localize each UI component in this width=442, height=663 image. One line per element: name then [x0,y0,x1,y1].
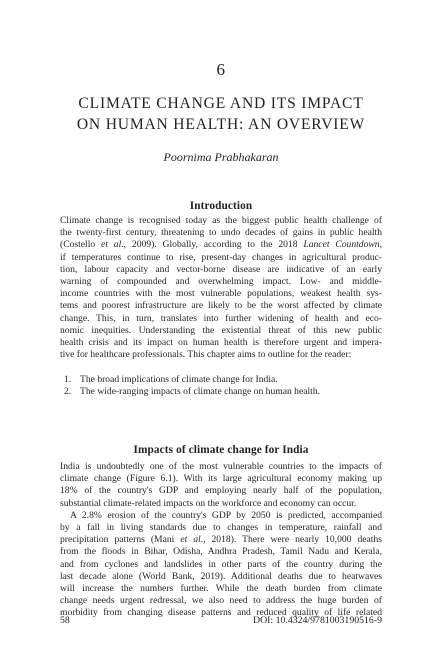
list-text: The wide-ranging impacts of climate change on human health. [80,386,321,398]
paragraph-line: climate change (Figure 6.1). With its large agricultural economy making up [60,473,382,485]
chapter-title-line-2: ON HUMAN HEALTH: AN OVERVIEW [76,116,366,133]
paragraph-line: the twenty-first century, threatening to undo decades of gains in public health [60,227,382,239]
paragraph-line: morbidity from changing disease patterns and reduced quality of life related [60,607,382,619]
paragraph-line: if temperatures continue to rise, present-day changes in agricultural produc- [60,251,382,263]
introduction-paragraph [60,215,382,361]
paragraph-line: and from cyclones and landslides in other parts of the country during the [60,558,382,570]
paragraph-line: change needs urgent redressal, we also need to address the huge burden of [60,595,382,607]
text-run: ., 2018). There were nearly 10,000 deaths [200,534,382,546]
text-run: precipitation patterns (Mani [60,534,181,546]
paragraph-line: last decade alone (World Bank, 2019). Additional deaths due to heatwaves [60,570,382,582]
text-run: , [379,239,382,251]
paragraph-line: income countries with the most vulnerable populations, weakest health sys- [60,288,382,300]
section-heading-introduction: Introduction [189,200,253,212]
list-item [60,374,382,386]
page-number: 58 [60,615,70,626]
doi-link[interactable]: DOI: 10.4324/9781003190516-9 [253,615,382,626]
paragraph-line: by a fall in living standards due to changes in temperature, rainfall and [60,521,382,533]
numbered-list [60,374,382,398]
paragraph-line: tems and poorest infrastructure are likely to be the worst affected by climate [60,300,382,312]
paragraph-line: health crisis and its impact on human health is therefore urgent and impera- [60,336,382,348]
paragraph-line: Climate change is recognised today as the biggest public health challenge of [60,215,382,226]
list-text: The broad implications of climate change for India. [80,374,278,385]
paragraph-line [60,239,382,251]
author-name: Poornima Prabhakaran [163,150,279,164]
list-number: 2. [64,386,72,398]
paragraph-line: tion, labour capacity and vector-borne disease are indicative of an early [60,263,382,275]
paragraph-line: 18% of the country's GDP and employing nearly half of the population, [60,485,382,497]
chapter-title [40,93,402,135]
text-run: (Costello [60,239,102,251]
chapter-title-line-1: CLIMATE CHANGE AND ITS IMPACT [78,95,364,112]
paragraph-line: India is undoubtedly one of the most vulnerable countries to the impacts of [60,461,382,472]
paragraph-line: change. This, in turn, translates into further widening of health and eco- [60,312,382,324]
paragraph-line: nomic inequities. Understanding the existential threat of this new public [60,324,382,336]
section-heading-impacts: Impacts of climate change for India [133,444,309,456]
paragraph-line: will increase the numbers further. While the death burden from climate [60,582,382,594]
paragraph-line: A 2.8% erosion of the country's GDP by 2050 is predicted, accompanied [70,509,382,521]
chapter-number: 6 [216,60,226,79]
paragraph-line: substantial climate-related impacts on the workforce and economy can occur. [60,497,357,509]
paragraph-line: tive for healthcare professionals. This chapter aims to outline for the reader: [60,349,352,361]
italic-text-run: et al [180,534,201,546]
list-number: 1. [64,374,72,385]
paragraph-line [60,534,382,546]
list-item [60,386,382,398]
text-run: ., 2009). Globally, according to the 2018 [121,239,304,251]
paragraph-line: from the floods in Bihar, Odisha, Andhra Pradesh, Tamil Nadu and Kerala, [60,546,382,558]
italic-text-run: Lancet Countdown [303,239,380,251]
impacts-paragraph [60,461,382,619]
italic-text-run: et al [101,239,122,251]
paragraph-line: warning of compounded and overwhelming impact. Low- and middle- [60,275,382,287]
